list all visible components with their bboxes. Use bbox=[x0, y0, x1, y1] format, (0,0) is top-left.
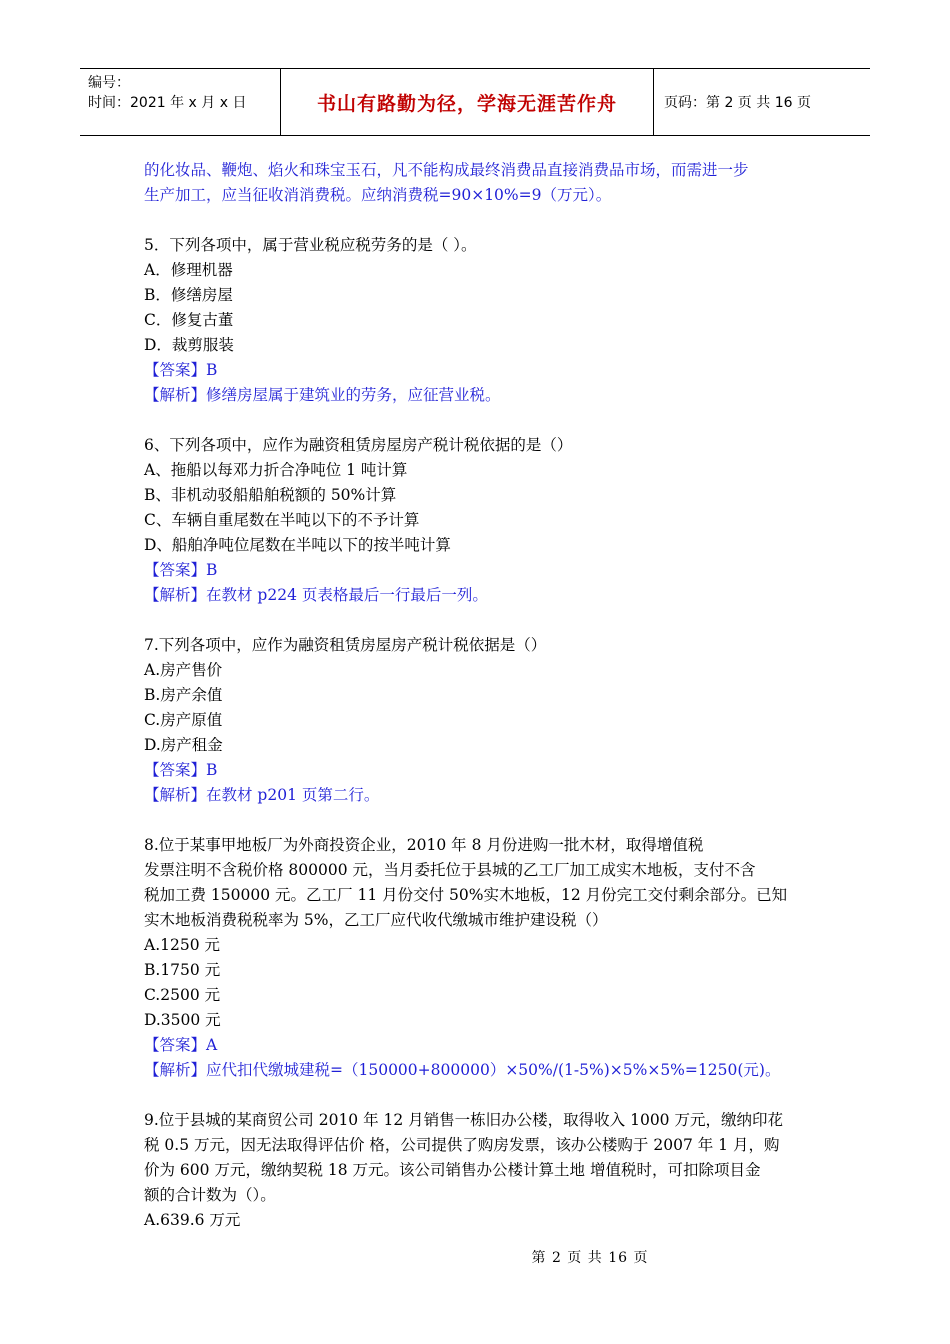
option: A．修理机器 bbox=[144, 261, 233, 279]
option: C.房产原值 bbox=[144, 711, 223, 729]
answer: 【答案】B bbox=[144, 361, 218, 379]
motto: 书山有路勤为径，学海无涯苦作舟 bbox=[316, 92, 617, 115]
analysis: 【解析】在教材 p224 页表格最后一行最后一列。 bbox=[144, 586, 488, 604]
page-footer bbox=[0, 1247, 950, 1267]
question-9-stem: 9.位于县城的某商贸公司 2010 年 12 月销售一栋旧办公楼，取得收入 1000 万元，缴纳印花 bbox=[144, 1111, 783, 1129]
question-8-stem: 税加工费 150000 元。乙工厂 11 月份交付 50%实木地板，12 月份完工交付剩余部分。已知 bbox=[144, 886, 788, 904]
option: D.3500 元 bbox=[144, 1011, 221, 1029]
option: A.房产售价 bbox=[144, 661, 223, 679]
header-motto-cell bbox=[281, 69, 654, 135]
option: C、车辆自重尾数在半吨以下的不予计算 bbox=[144, 511, 420, 529]
option: B．修缮房屋 bbox=[144, 286, 233, 304]
option: A、拖船以每邓力折合净吨位 1 吨计算 bbox=[144, 461, 408, 479]
question-9-stem: 价为 600 万元，缴纳契税 18 万元。该公司销售办公楼计算土地 增值税时，可扣除项目金 bbox=[144, 1161, 761, 1179]
option: D.房产租金 bbox=[144, 736, 223, 754]
intro-line: 生产加工，应当征收消消费税。应纳消费税=90×10%=9（万元）。 bbox=[144, 186, 612, 204]
option: D、船舶净吨位尾数在半吨以下的按半吨计算 bbox=[144, 536, 451, 554]
option: B.1750 元 bbox=[144, 961, 221, 979]
question-8-stem: 实木地板消费税税率为 5%，乙工厂应代收代缴城市维护建设税（） bbox=[144, 911, 608, 929]
question-8-stem: 8.位于某事甲地板厂为外商投资企业，2010 年 8 月份进购一批木材，取得增值税 bbox=[144, 836, 704, 854]
answer: 【答案】B bbox=[144, 561, 218, 579]
answer: 【答案】B bbox=[144, 761, 218, 779]
question-5-stem: 5．下列各项中，属于营业税应税劳务的是（ ）。 bbox=[144, 236, 477, 254]
header-table bbox=[80, 68, 870, 136]
question-9-stem: 税 0.5 万元，因无法取得评估价 格，公司提供了购房发票，该办公楼购于 2007 年 1 月，购 bbox=[144, 1136, 780, 1154]
question-9-stem: 额的合计数为（）。 bbox=[144, 1186, 276, 1204]
analysis: 【解析】修缮房屋属于建筑业的劳务，应征营业税。 bbox=[144, 386, 501, 404]
option: C．修复古董 bbox=[144, 311, 234, 329]
option: B.房产余值 bbox=[144, 686, 223, 704]
time-label: 时间：2021 年 x 月 x 日 bbox=[88, 95, 247, 111]
analysis: 【解析】在教材 p201 页第二行。 bbox=[144, 786, 380, 804]
page-code: 页码：第 2 页 共 16 页 bbox=[664, 95, 811, 111]
question-6-stem: 6、下列各项中，应作为融资租赁房屋房产税计税依据的是（） bbox=[144, 436, 573, 454]
code-label: 编号： bbox=[88, 75, 130, 91]
question-7-stem: 7.下列各项中，应作为融资租赁房屋房产税计税依据是（） bbox=[144, 636, 547, 654]
answer: 【答案】A bbox=[144, 1036, 218, 1054]
question-8-stem: 发票注明不含税价格 800000 元，当月委托位于县城的乙工厂加工成实木地板，支付不含 bbox=[144, 861, 756, 879]
option: C.2500 元 bbox=[144, 986, 221, 1004]
footer-page-number: 第 2 页 共 16 页 bbox=[531, 1250, 649, 1266]
intro-line: 的化妆品、鞭炮、焰火和珠宝玉石，凡不能构成最终消费品直接消费品市场，而需进一步 bbox=[144, 161, 749, 179]
header-meta bbox=[80, 69, 281, 135]
header-page-cell bbox=[654, 69, 870, 135]
option: B、非机动驳船船舶税额的 50%计算 bbox=[144, 486, 397, 504]
option: A.1250 元 bbox=[144, 936, 220, 954]
analysis: 【解析】应代扣代缴城建税=（150000+800000）×50%/(1-5%)×5%×5%=1250(元)。 bbox=[144, 1061, 781, 1079]
option: A.639.6 万元 bbox=[144, 1211, 241, 1229]
document-body bbox=[144, 158, 814, 1233]
option: D．裁剪服装 bbox=[144, 336, 234, 354]
